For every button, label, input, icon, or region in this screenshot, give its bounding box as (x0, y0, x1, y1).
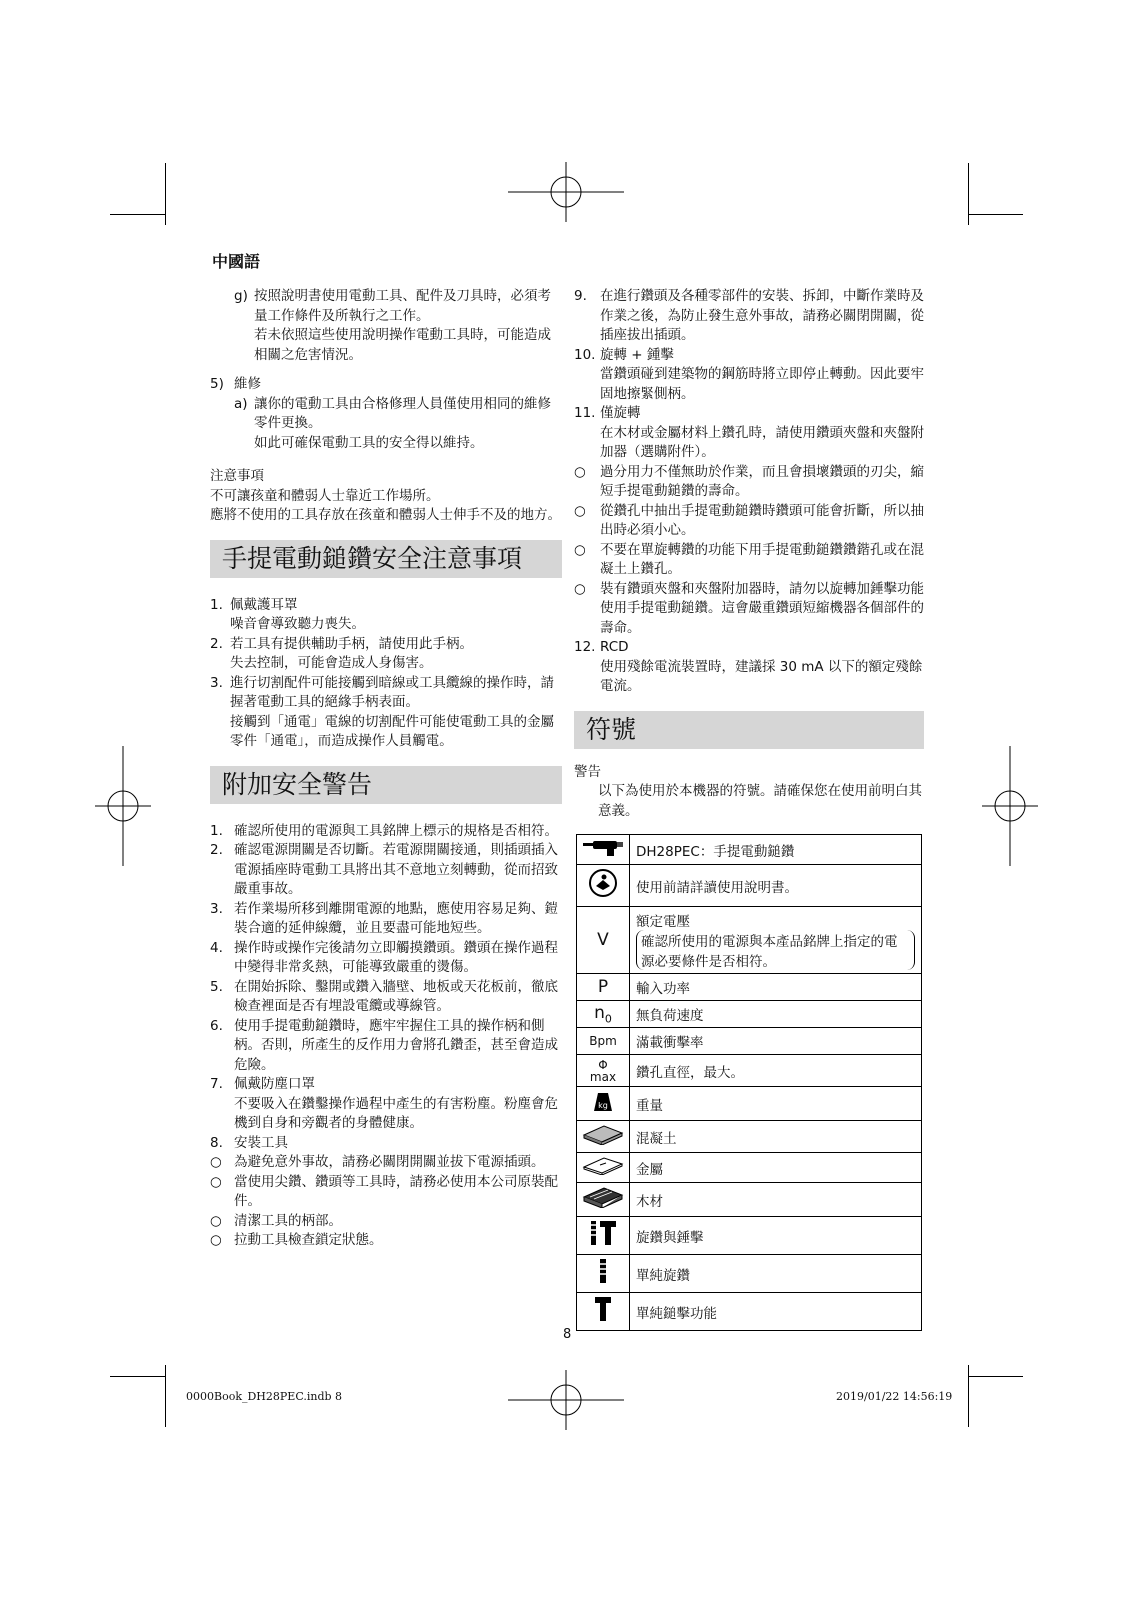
list-item-text: 在開始拆除、鑿開或鑽入牆壁、地板或天花板前，徹底檢查裡面是否有埋設電纜或導線管。 (234, 978, 558, 1014)
item-g: g) 按照說明書使用電動工具、配件及刀具時，必須考量工作條件及所執行之工作。 (234, 288, 551, 324)
drill-icon (577, 835, 630, 865)
symbol-row (577, 1087, 922, 1121)
registration-mark-right (982, 746, 1038, 866)
list-item-number: 4. (210, 939, 223, 956)
symbol-description (630, 1217, 922, 1255)
symbol-row (577, 1001, 922, 1028)
caution-title: 注意事項 (210, 468, 264, 484)
list-item-number: ○ (210, 1212, 222, 1229)
symbol-label: 鑽孔直徑，最大。 (636, 1064, 744, 1081)
max-diameter-symbol: Φ max (577, 1055, 630, 1087)
list-item-text: 若作業場所移到離開電源的地點，應使用容易足夠、鎧裝合適的延伸線纜，並且要盡可能地短些。 (234, 900, 558, 936)
svg-text:kg: kg (598, 1101, 608, 1111)
list-item (210, 596, 562, 616)
list-item-text: 使用手提電動鎚鑽時，應牢牢握住工具的操作柄和側柄。否則，所產生的反作用力會將孔鑽歪，甚至會造成危險。 (234, 1017, 558, 1073)
symbols-table (576, 834, 922, 1331)
list-item-number: 1. (210, 822, 223, 839)
right-column (574, 287, 924, 821)
list-item-number: ○ (574, 580, 586, 597)
list-item (574, 580, 924, 639)
symbol-description (630, 1028, 922, 1055)
symbol-label: 木材 (636, 1193, 663, 1210)
symbol-label: 額定電壓 (636, 914, 690, 930)
symbol-label: 無負荷速度 (636, 1008, 704, 1025)
list-item-number: ○ (210, 1154, 222, 1170)
rotation-only-icon (577, 1255, 630, 1293)
symbol-description (630, 1293, 922, 1331)
section-5: 5) 維修 (210, 376, 261, 392)
list-item (210, 635, 562, 655)
list-item (210, 1153, 562, 1173)
symbol-description (630, 1121, 922, 1153)
list-item-note: 當鑽頭碰到建築物的鋼筋時將立即停止轉動。因此要牢固地擦緊側柄。 (600, 366, 924, 402)
list-item (210, 939, 562, 978)
list-item-text: 旋轉 + 鍾擊 (600, 346, 674, 363)
list-item (210, 1231, 562, 1251)
list-item-number: ○ (210, 1232, 222, 1248)
list-item-number: 3. (210, 674, 223, 691)
footer-timestamp: 2019/01/22 14:56:19 (836, 1390, 953, 1403)
list-item-text: 當使用尖鑽、鑽頭等工具時，請務必使用本公司原裝配件。 (234, 1173, 558, 1209)
voltage-symbol: V (577, 907, 630, 974)
list-item-text: 進行切割配件可能接觸到暗線或工具纜線的操作時，請握著電動工具的絕緣手柄表面。 (230, 674, 554, 710)
caution-line-1: 不可讓孩童和體弱人士靠近工作場所。 (210, 487, 440, 504)
list-item-text: 僅旋轉 (600, 405, 641, 421)
symbol-label: 金屬 (636, 1161, 663, 1178)
list-item (574, 287, 924, 346)
additional-warnings-list (210, 822, 562, 1251)
page-number: 8 (563, 1327, 572, 1342)
hammer-only-icon (577, 1293, 630, 1331)
symbol-row (577, 1121, 922, 1153)
symbol-row (577, 1153, 922, 1183)
symbol-description (630, 1087, 922, 1121)
list-item-number: ○ (210, 1173, 222, 1190)
registration-mark-top (508, 162, 624, 222)
list-item-number: 3. (210, 900, 223, 917)
list-item-number: 8. (210, 1134, 223, 1151)
registration-mark-bottom (508, 1370, 624, 1430)
list-item (210, 978, 562, 1017)
list-item-number: 2. (210, 842, 223, 858)
list-item-text: 在進行鑽頭及各種零部件的安裝、拆卸，中斷作業時及作業之後，為防止發生意外事故，請務必關閉開關，從插座拔出插頭。 (600, 288, 924, 343)
list-item-number: 5. (210, 978, 223, 995)
symbol-description (630, 1055, 922, 1087)
list-item (210, 1017, 562, 1076)
list-item-text: 清潔工具的柄部。 (234, 1212, 342, 1229)
list-item-note: 不要吸入在鑽鑿操作過程中產生的有害粉塵。粉塵會危機到自身和旁觀者的身體健康。 (234, 1095, 558, 1131)
symbol-row (577, 1217, 922, 1255)
list-item (574, 502, 924, 541)
list-item-note: 噪音會導致聽力喪失。 (230, 616, 365, 632)
power-symbol: P (577, 974, 630, 1001)
list-item-number: ○ (574, 463, 586, 480)
list-item-note: 失去控制，可能會造成人身傷害。 (230, 655, 433, 671)
symbol-row (577, 1028, 922, 1055)
list-item-text: 操作時或操作完後請勿立即觸摸鑽頭。鑽頭在操作過程中變得非常炙熱，可能導致嚴重的燙傷。 (234, 939, 558, 975)
list-item (210, 1134, 562, 1154)
symbol-sub-note: 確認所使用的電源與本產品銘牌上指定的電源必要條件是否相符。 (636, 930, 915, 970)
list-item-number: 12. (574, 639, 596, 655)
list-item (210, 1173, 562, 1212)
bpm-symbol: Bpm (577, 1028, 630, 1055)
list-item-text: 佩戴護耳罩 (230, 596, 298, 613)
list-item-number: 10. (574, 346, 596, 363)
concrete-icon (577, 1121, 630, 1153)
read-manual-icon (577, 865, 630, 907)
list-item-number: 7. (210, 1076, 223, 1092)
list-item-text: 裝有鑽頭夾盤和夾盤附加器時，請勿以旋轉加錘擊功能使用手提電動鎚鑽。這會嚴重鑽頭短縮機器各個部件的壽命。 (600, 580, 924, 636)
symbol-description (630, 1153, 922, 1183)
symbol-label: 輸入功率 (636, 981, 690, 997)
symbol-description (630, 907, 922, 974)
wood-icon (577, 1183, 630, 1217)
list-item (574, 404, 924, 424)
symbol-description (630, 1183, 922, 1217)
section-heading-hammer-drill-safety: 手提電動鎚鑽安全注意事項 (210, 540, 562, 578)
symbol-description (630, 1001, 922, 1028)
list-item-note: 使用殘餘電流裝置時，建議採 30 mA 以下的額定殘餘電流。 (600, 658, 923, 694)
list-item-number: 1. (210, 596, 223, 613)
item-a-note: 如此可確保電動工具的安全得以維持。 (254, 434, 484, 451)
symbol-row (577, 1183, 922, 1217)
list-item-text: 安裝工具 (234, 1134, 288, 1151)
list-item (574, 638, 924, 658)
list-item-note: 在木材或金屬材料上鑽孔時，請使用鑽頭夾盤和夾盤附加器（選購附件）。 (600, 424, 924, 460)
symbol-row (577, 835, 922, 865)
symbol-label: 單純鎚擊功能 (636, 1305, 717, 1322)
list-item (210, 674, 562, 713)
section-heading-symbols: 符號 (574, 711, 924, 749)
symbol-label: 滿載衝擊率 (636, 1035, 704, 1052)
language-label: 中國語 (212, 252, 261, 271)
registration-mark-left (95, 746, 151, 866)
list-item-text: 過分用力不僅無助於作業，而且會損壞鑽頭的刃尖，縮短手提電動鎚鑽的壽命。 (600, 463, 924, 499)
list-item-text: RCD (600, 639, 629, 655)
list-item (210, 1075, 562, 1095)
symbol-row (577, 1293, 922, 1331)
list-item-number: 11. (574, 405, 596, 421)
list-item-note: 接觸到「通電」電線的切割配件可能使電動工具的金屬零件「通電」，而造成操作人員觸電。 (230, 713, 554, 749)
list-item (574, 463, 924, 502)
symbol-label: 旋鑽與錘擊 (636, 1229, 704, 1246)
item-a: a) 讓你的電動工具由合格修理人員僅使用相同的維修零件更換。 (234, 395, 551, 431)
section-heading-additional-warnings: 附加安全警告 (210, 766, 562, 804)
symbol-description (630, 1255, 922, 1293)
symbol-label: 重量 (636, 1097, 663, 1114)
list-item-text: 不要在單旋轉鑽的功能下用手提電動鎚鑽鑽鍇孔或在混凝土上鑽孔。 (600, 541, 924, 577)
symbol-label: 單純旋鑽 (636, 1267, 690, 1284)
symbol-description (630, 865, 922, 907)
footer-file-name: 0000Book_DH28PEC.indb 8 (186, 1390, 343, 1403)
list-item-number: 9. (574, 288, 587, 304)
list-item-text: 佩戴防塵口罩 (234, 1076, 315, 1092)
list-item-number: ○ (574, 502, 586, 519)
symbol-row (577, 974, 922, 1001)
left-column (210, 287, 562, 1251)
symbol-label: DH28PEC：手提電動鎚鑽 (636, 843, 795, 860)
symbol-description (630, 835, 922, 865)
metal-icon (577, 1153, 630, 1183)
list-item-text: 為避免意外事故，請務必關閉開關並拔下電源插頭。 (234, 1154, 545, 1170)
list-item-number: ○ (574, 541, 586, 558)
right-items-list (574, 287, 924, 697)
list-item-text: 拉動工具檢查鎖定狀態。 (234, 1232, 383, 1248)
warning-text: 以下為使用於本機器的符號。請確保您在使用前明白其意義。 (598, 783, 922, 819)
caution-line-2: 應將不使用的工具存放在孩童和體弱人士伸手不及的地方。 (210, 507, 561, 523)
no-load-speed-symbol: $n_0$ (577, 1001, 630, 1028)
symbol-row (577, 865, 922, 907)
list-item-number: 6. (210, 1017, 223, 1034)
symbol-description (630, 974, 922, 1001)
list-item-text: 從鑽孔中抽出手提電動鎚鑽時鑽頭可能會折斷，所以抽出時必須小心。 (600, 502, 924, 538)
symbol-row (577, 907, 922, 974)
weight-kg-icon (577, 1087, 630, 1121)
list-item-text: 確認電源開關是否切斷。若電源開關接通，則插頭插入電源插座時電動工具將出其不意地立刻轉動，從而招致嚴重事故。 (234, 842, 558, 897)
list-item (210, 841, 562, 900)
list-item-number: 2. (210, 635, 223, 652)
list-item (210, 822, 562, 842)
list-item (210, 900, 562, 939)
list-item-text: 若工具有提供輔助手柄，請使用此手柄。 (230, 635, 473, 652)
list-item-text: 確認所使用的電源與工具銘牌上標示的規格是否相符。 (234, 822, 558, 839)
rotation-hammer-icon (577, 1217, 630, 1255)
warning-label: 警告 (574, 763, 601, 780)
list-item (574, 541, 924, 580)
list-item (574, 346, 924, 366)
list-item (210, 1212, 562, 1232)
symbol-label: 混凝土 (636, 1130, 677, 1147)
hammer-drill-safety-list (210, 596, 562, 752)
symbol-row (577, 1055, 922, 1087)
symbol-label: 使用前請詳讀使用說明書。 (636, 879, 798, 896)
symbol-row (577, 1255, 922, 1293)
item-g-note: 若未依照這些使用說明操作電動工具時，可能造成相關之危害情況。 (254, 327, 551, 363)
